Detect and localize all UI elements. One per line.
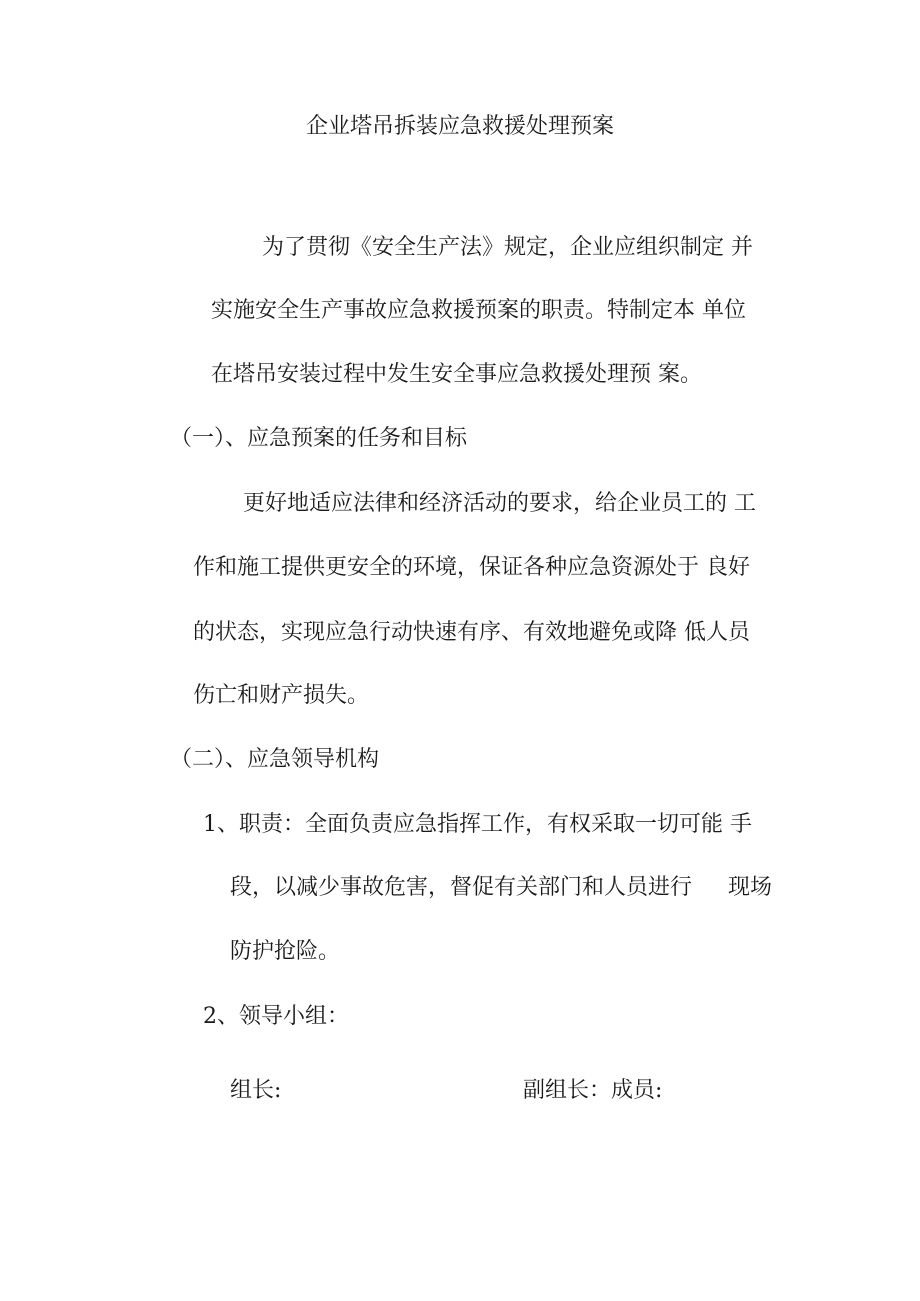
intro-line-1: 为了贯彻《安全生产法》规定，企业应组织制定 并 (262, 235, 753, 260)
section2-item1-line-2-tail: 现场 (728, 875, 773, 900)
leader-label: 组长: (230, 1078, 282, 1103)
section2-item1-line-2-text: 段，以减少事故危害，督促有关部门和人员进行 (230, 875, 693, 900)
section1-heading: （一）、应急预案的任务和目标 (170, 426, 468, 451)
section1-line-2: 作和施工提供更安全的环境，保证各种应急资源处于 良好 (193, 555, 750, 580)
section2-item1-line-1: 1、职责：全面负责应急指挥工作，有权采取一切可能 手 (203, 812, 752, 837)
intro-line-2: 实施安全生产事故应急救援预案的职责。特制定本 单位 (211, 298, 746, 323)
section1-line-1: 更好地适应法律和经济活动的要求，给企业员工的 工 (243, 491, 756, 516)
section1-line-4: 伤亡和财产损失。 (193, 683, 370, 708)
document-title: 企业塔吊拆装应急救援处理预案 (305, 114, 614, 139)
section2-item2-label: 2、领导小组： (203, 1004, 349, 1029)
intro-line-3: 在塔吊安装过程中发生安全事应急救援处理预 案。 (211, 362, 702, 387)
deputy-members-label: 副组长：成员: (523, 1078, 663, 1103)
section2-heading: （二）、应急领导机构 (170, 747, 380, 772)
section2-item1-line-2 (230, 873, 772, 903)
section2-item1-line-3: 防护抢险。 (230, 939, 341, 964)
section1-line-3: 的状态，实现应急行动快速有序、有效地避免或降 低人员 (193, 620, 750, 645)
